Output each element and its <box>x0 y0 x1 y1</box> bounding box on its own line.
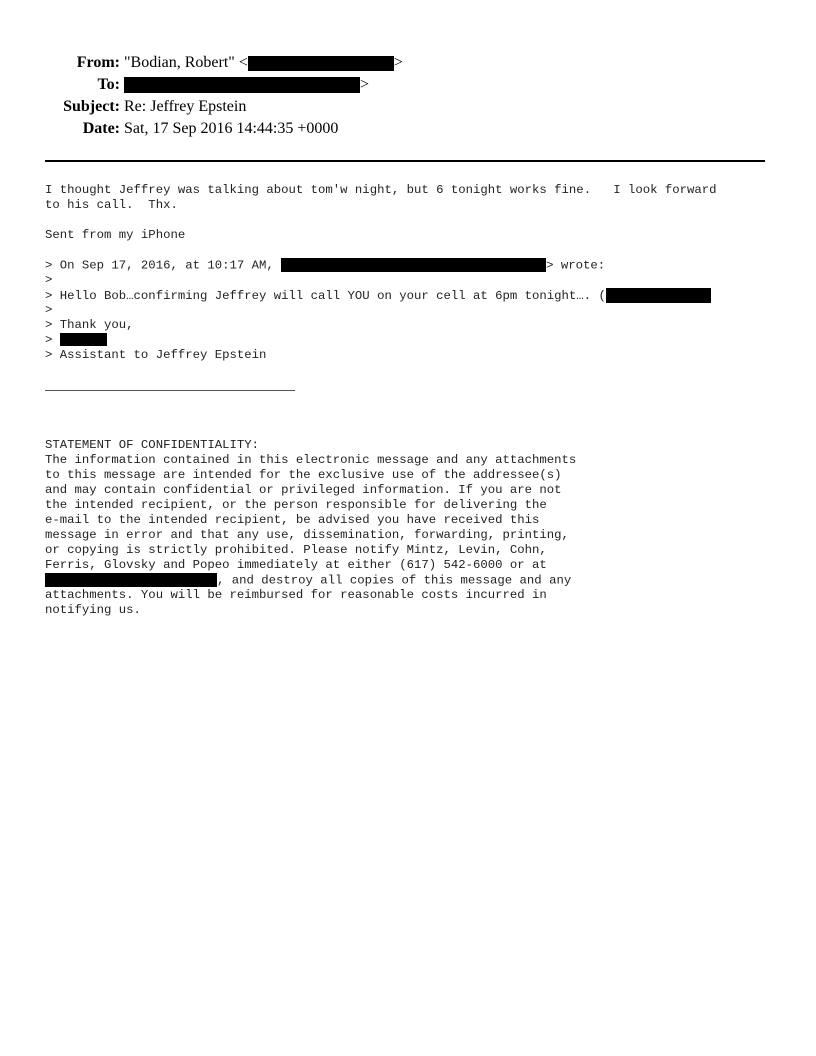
confidentiality-text: , and destroy all copies of this message and any <box>217 573 572 588</box>
quote-line: > <box>45 273 53 287</box>
confidentiality-line: and may contain confidential or privileged information. If you are not <box>45 483 562 497</box>
quote-text: > On Sep 17, 2016, at 10:17 AM, <box>45 258 282 273</box>
confidentiality-line: attachments. You will be reimbursed for reasonable costs incurred in <box>45 588 547 602</box>
to-suffix: > <box>360 76 370 93</box>
redaction-box <box>60 333 107 346</box>
quote-line <box>45 333 107 348</box>
to-value <box>124 74 369 96</box>
subject-row <box>0 96 816 118</box>
subject-label: Subject: <box>63 98 120 115</box>
redaction-box <box>45 573 217 587</box>
date-value: Sat, 17 Sep 2016 14:44:35 +0000 <box>124 120 339 137</box>
confidentiality-heading: STATEMENT OF CONFIDENTIALITY: <box>45 438 260 452</box>
to-row <box>0 74 816 96</box>
date-row <box>0 118 816 140</box>
redaction-box <box>606 288 711 303</box>
confidentiality-line: or copying is strictly prohibited. Please notify Mintz, Levin, Cohn, <box>45 543 547 557</box>
email-headers <box>0 52 816 140</box>
quote-text: > Hello Bob…confirming Jeffrey will call YOU on your cell at 6pm tonight…. ( <box>45 288 606 303</box>
quote-line <box>45 258 605 273</box>
quote-line: > <box>45 303 53 317</box>
confidentiality-line: Ferris, Glovsky and Popeo immediately at either (617) 542-6000 or at <box>45 558 547 572</box>
signature-line: Sent from my iPhone <box>45 228 186 242</box>
confidentiality-line: message in error and that any use, dissemination, forwarding, printing, <box>45 528 569 542</box>
confidentiality-line <box>45 573 571 588</box>
subject-value: Re: Jeffrey Epstein <box>124 98 247 115</box>
quote-line: > Thank you, <box>45 318 134 332</box>
confidentiality-line: the intended recipient, or the person responsible for delivering the <box>45 498 547 512</box>
confidentiality-line: e-mail to the intended recipient, be advised you have received this <box>45 513 540 527</box>
redaction-box <box>248 56 394 71</box>
redaction-box <box>124 77 360 93</box>
to-label: To: <box>97 76 120 93</box>
from-name: "Bodian, Robert" < <box>124 54 248 71</box>
from-row <box>0 52 816 74</box>
confidentiality-line: to this message are intended for the exclusive use of the addressee(s) <box>45 468 562 482</box>
from-label: From: <box>76 54 120 71</box>
confidentiality-line: notifying us. <box>45 603 141 617</box>
body-line: I thought Jeffrey was talking about tom'w night, but 6 tonight works fine. I look forward <box>45 183 717 197</box>
separator-rule <box>45 390 295 391</box>
quote-line <box>45 288 711 304</box>
header-divider <box>45 160 765 162</box>
redaction-box <box>281 258 546 272</box>
confidentiality-line: The information contained in this electronic message and any attachments <box>45 453 577 467</box>
date-label: Date: <box>82 120 120 137</box>
quote-line: > Assistant to Jeffrey Epstein <box>45 348 267 362</box>
from-value <box>124 52 403 74</box>
body-line: to his call. Thx. <box>45 198 178 212</box>
from-suffix: > <box>393 54 403 71</box>
quote-text: > <box>45 333 60 347</box>
quote-text: > wrote: <box>546 258 606 273</box>
